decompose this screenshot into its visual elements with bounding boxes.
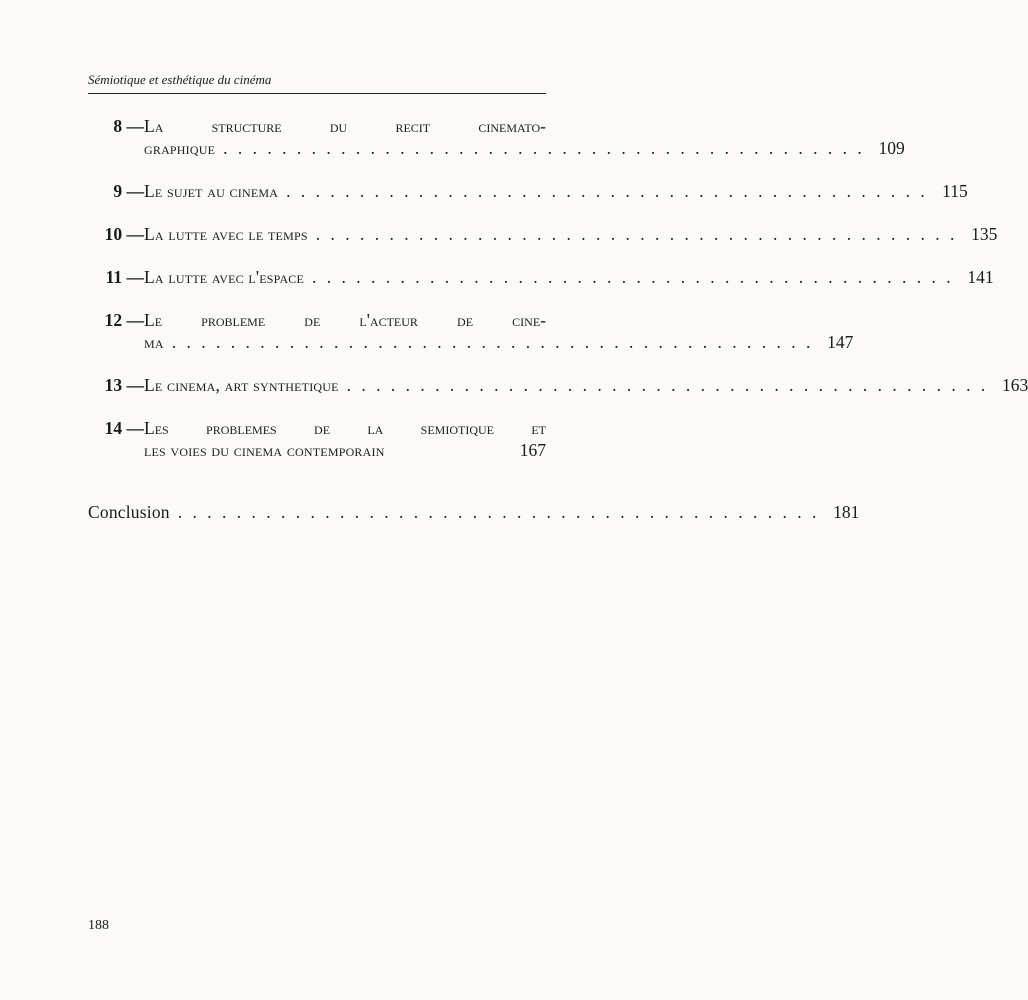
page-ref: 147 <box>827 332 854 352</box>
toc-entry-13 <box>88 374 1028 396</box>
chapter-title-line: Le probleme de l'acteur de cine- <box>144 310 546 330</box>
running-header: Sémiotique et esthétique du cinéma <box>88 72 546 94</box>
chapter-number: 9 — <box>113 181 144 201</box>
toc-entry-12 <box>88 309 854 353</box>
chapter-number: 11 — <box>105 267 144 287</box>
toc-entry-10 <box>88 223 998 245</box>
chapter-number: 13 — <box>104 375 144 395</box>
toc-entry-11 <box>88 266 994 288</box>
chapter-number: 8 — <box>113 116 144 136</box>
page-ref: 167 <box>519 440 546 460</box>
page-ref: 181 <box>833 502 860 522</box>
conclusion-label: Conclusion <box>88 502 170 522</box>
chapter-title-line: ma <box>144 332 164 352</box>
leader-dots: . . . . . . . . . . . . . . . . . . . . . . . . . . . . . . . . . . . . . . . . . . . . <box>223 138 865 158</box>
chapter-title-line: La lutte avec l'espace <box>144 267 305 287</box>
chapter-number: 12 — <box>104 310 144 330</box>
page-number: 188 <box>88 918 109 933</box>
leader-dots: . . . . . . . . . . . . . . . . . . . . . . . . . . . . . . . . . . . . . . . . . . . . <box>177 502 820 522</box>
chapter-title-line: Le sujet au cinema <box>144 181 279 201</box>
page-ref: 109 <box>878 138 905 158</box>
toc-entry-9 <box>88 180 968 202</box>
chapter-title-line: La lutte avec le temps <box>144 224 308 244</box>
chapter-number: 14 — <box>104 418 144 438</box>
leader-dots: . . . . . . . . . . . . . . . . . . . . . . . . . . . . . . . . . . . . . . . . . . . . <box>171 332 814 352</box>
chapter-title-line: Les problemes de la semiotique et <box>144 418 546 438</box>
chapter-title-line: La structure du recit cinemato- <box>144 116 546 136</box>
leader-dots: . . . . . . . . . . . . . . . . . . . . . . . . . . . . . . . . . . . . . . . . . . . . <box>346 375 989 395</box>
leader-dots: . . . . . . . . . . . . . . . . . . . . . . . . . . . . . . . . . . . . . . . . . . . . <box>312 267 954 287</box>
chapter-number: 10 — <box>104 224 144 244</box>
toc-entry-conclusion <box>88 501 860 523</box>
chapter-title-line: Le cinema, art synthetique <box>144 375 339 395</box>
page-ref: 135 <box>971 224 998 244</box>
page-ref: 115 <box>942 181 968 201</box>
page-ref: 141 <box>967 267 994 287</box>
toc-entry-8 <box>88 115 905 159</box>
chapter-title-line: graphique <box>144 138 216 158</box>
chapter-title-line: les voies du cinema contemporain <box>144 440 385 460</box>
toc-entry-14 <box>88 417 546 461</box>
leader-dots: . . . . . . . . . . . . . . . . . . . . . . . . . . . . . . . . . . . . . . . . . . . . <box>315 224 958 244</box>
table-of-contents <box>88 115 1028 523</box>
page-ref: 163 <box>1002 375 1028 395</box>
leader-dots: . . . . . . . . . . . . . . . . . . . . . . . . . . . . . . . . . . . . . . . . . . . . <box>286 181 928 201</box>
